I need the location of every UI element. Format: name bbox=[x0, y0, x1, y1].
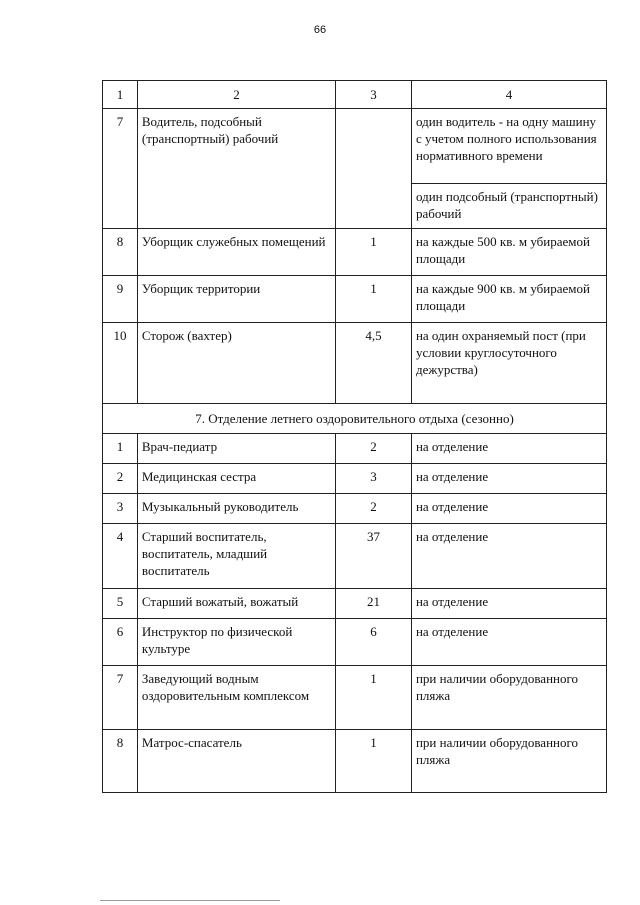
norm-cell: на отделение bbox=[411, 464, 606, 494]
count-cell bbox=[336, 109, 412, 229]
table-row bbox=[103, 589, 607, 619]
row-number: 5 bbox=[103, 589, 138, 619]
count-cell: 6 bbox=[336, 619, 412, 666]
header-col-2: 2 bbox=[137, 81, 335, 109]
norm-cell: на отделение bbox=[411, 494, 606, 524]
norm-cell: один водитель - на одну машину с учетом полного использования нормативного времени bbox=[411, 109, 606, 184]
row-number: 9 bbox=[103, 276, 138, 323]
position-cell: Врач-педиатр bbox=[137, 434, 335, 464]
row-number: 1 bbox=[103, 434, 138, 464]
position-cell: Инструктор по физической культуре bbox=[137, 619, 335, 666]
table-row bbox=[103, 323, 607, 404]
norm-cell: на каждые 900 кв. м убираемой площади bbox=[411, 276, 606, 323]
section-heading: 7. Отделение летнего оздоровительного отдыха (сезонно) bbox=[103, 404, 607, 434]
header-col-4: 4 bbox=[411, 81, 606, 109]
header-col-3: 3 bbox=[336, 81, 412, 109]
norm-cell: на отделение bbox=[411, 524, 606, 589]
row-number: 8 bbox=[103, 730, 138, 793]
table-row bbox=[103, 434, 607, 464]
header-col-1: 1 bbox=[103, 81, 138, 109]
position-cell: Медицинская сестра bbox=[137, 464, 335, 494]
norm-cell: на каждые 500 кв. м убираемой площади bbox=[411, 229, 606, 276]
table-row bbox=[103, 109, 607, 184]
count-cell: 37 bbox=[336, 524, 412, 589]
footer-rule bbox=[100, 900, 280, 901]
position-cell: Матрос-спасатель bbox=[137, 730, 335, 793]
norm-cell: на отделение bbox=[411, 619, 606, 666]
count-cell: 1 bbox=[336, 666, 412, 730]
norm-cell: один подсобный (транспортный) рабочий bbox=[411, 184, 606, 229]
row-number: 10 bbox=[103, 323, 138, 404]
row-number: 4 bbox=[103, 524, 138, 589]
table-row bbox=[103, 619, 607, 666]
position-cell: Музыкальный руководитель bbox=[137, 494, 335, 524]
table-row bbox=[103, 730, 607, 793]
count-cell: 4,5 bbox=[336, 323, 412, 404]
table-row bbox=[103, 464, 607, 494]
norm-cell: при наличии оборудованного пляжа bbox=[411, 666, 606, 730]
row-number: 8 bbox=[103, 229, 138, 276]
position-cell: Уборщик территории bbox=[137, 276, 335, 323]
position-cell: Сторож (вахтер) bbox=[137, 323, 335, 404]
row-number: 6 bbox=[103, 619, 138, 666]
staff-norms-table bbox=[102, 80, 607, 793]
count-cell: 3 bbox=[336, 464, 412, 494]
row-number: 7 bbox=[103, 109, 138, 229]
count-cell: 21 bbox=[336, 589, 412, 619]
count-cell: 1 bbox=[336, 229, 412, 276]
row-number: 7 bbox=[103, 666, 138, 730]
norm-cell: при наличии оборудованного пляжа bbox=[411, 730, 606, 793]
position-cell: Уборщик служебных помещений bbox=[137, 229, 335, 276]
norm-cell: на один охраняемый пост (при условии круглосуточного дежурства) bbox=[411, 323, 606, 404]
count-cell: 2 bbox=[336, 494, 412, 524]
count-cell: 2 bbox=[336, 434, 412, 464]
row-number: 2 bbox=[103, 464, 138, 494]
position-cell: Старший воспитатель, воспитатель, младший воспитатель bbox=[137, 524, 335, 589]
table-row bbox=[103, 666, 607, 730]
row-number: 3 bbox=[103, 494, 138, 524]
table-row bbox=[103, 494, 607, 524]
position-cell: Старший вожатый, вожатый bbox=[137, 589, 335, 619]
count-cell: 1 bbox=[336, 276, 412, 323]
table-header-row bbox=[103, 81, 607, 109]
position-cell: Заведующий водным оздоровительным комплексом bbox=[137, 666, 335, 730]
table-row bbox=[103, 524, 607, 589]
position-cell: Водитель, подсобный (транспортный) рабочий bbox=[137, 109, 335, 229]
count-cell: 1 bbox=[336, 730, 412, 793]
page-number: 66 bbox=[313, 24, 327, 36]
norm-cell: на отделение bbox=[411, 589, 606, 619]
table-row bbox=[103, 229, 607, 276]
table-row bbox=[103, 276, 607, 323]
norm-cell: на отделение bbox=[411, 434, 606, 464]
section-heading-row bbox=[103, 404, 607, 434]
